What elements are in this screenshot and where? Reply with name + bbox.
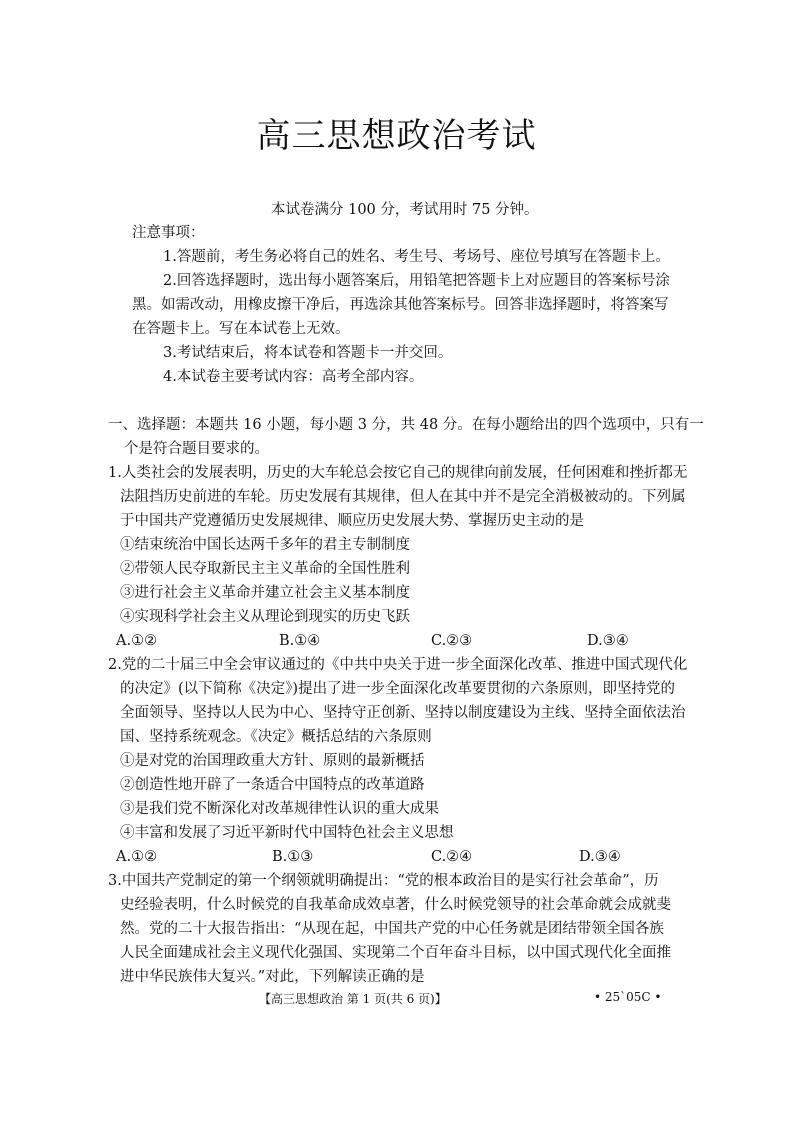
page-footer: 【高三思想政治 第 1 页(共 6 页)】 <box>259 992 447 1006</box>
notice-item: 1.答题前，考生务必将自己的姓名、考生号、考场号、座位号填写在答题卡上。 <box>163 249 670 265</box>
notice-heading: 注意事项： <box>132 225 205 241</box>
question-2-option-d: D.③④ <box>579 849 621 865</box>
question-1-stem: 法阻挡历史前进的车轮。历史发展有其规律，但人在其中并不是完全消极被动的。下列属 <box>120 489 686 505</box>
question-1-stem: 于中国共产党遵循历史发展规律、顺应历史发展大势、掌握历史主动的是 <box>120 513 584 529</box>
question-2-stem: 的决定》(以下简称《决定》)提出了进一步全面深化改革要贯彻的六条原则，即坚持党的 <box>120 681 676 697</box>
question-3-stem: 人民全面建成社会主义现代化强国、实现第二个百年奋斗目标，以中国式现代化全面推 <box>120 945 671 961</box>
notice-item: 2.回答选择题时，选出每小题答案后，用铅笔把答题卡上对应题目的答案标号涂 <box>163 273 670 289</box>
notice-item-cont: 在答题卡上。写在本试卷上无效。 <box>132 321 350 337</box>
question-3-stem: 3.中国共产党制定的第一个纲领就明确提出：“党的根本政治目的是实行社会革命”，历 <box>108 873 659 889</box>
question-1-option-b: B.①④ <box>279 633 321 649</box>
question-2-item: ③是我们党不断深化对改革规律性认识的重大成果 <box>120 801 439 817</box>
question-2-option-b: B.①③ <box>272 849 314 865</box>
question-1-stem: 1.人类社会的发展表明，历史的大车轮总会按它自己的规律向前发展，任何困难和挫折都无 <box>108 465 688 481</box>
intro-text: 本试卷满分 100 分，考试用时 75 分钟。 <box>271 202 539 218</box>
question-1-item: ①结束统治中国长达两千多年的君主专制制度 <box>120 537 410 553</box>
question-3-stem: 史经验表明，什么时候党的自我革命成效卓著，什么时候党领导的社会革命就会成就斐 <box>120 897 671 913</box>
question-2-item: ①是对党的治国理政重大方针、原则的最新概括 <box>120 753 425 769</box>
question-1-item: ④实现科学社会主义从理论到现实的历史飞跃 <box>120 609 410 625</box>
question-3-stem: 然。党的二十大报告指出：“从现在起，中国共产党的中心任务就是团结带领全国各族 <box>120 921 664 937</box>
question-2-item: ④丰富和发展了习近平新时代中国特色社会主义思想 <box>120 825 454 841</box>
notice-item: 4.本试卷主要考试内容：高考全部内容。 <box>163 369 424 385</box>
question-1-option-a: A.①② <box>116 633 158 649</box>
question-2-option-c: C.②④ <box>431 849 473 865</box>
paper-code: • 25`05C • <box>594 990 662 1004</box>
question-2-stem: 国、坚持系统观念。《决定》概括总结的六条原则 <box>120 729 432 745</box>
question-1-option-c: C.②③ <box>431 633 473 649</box>
question-1-item: ③进行社会主义革命并建立社会主义基本制度 <box>120 585 410 601</box>
question-3-stem: 进中华民族伟大复兴。”对此，下列解读正确的是 <box>120 969 425 985</box>
section-heading: 一、选择题：本题共 16 小题，每小题 3 分，共 48 分。在每小题给出的四个选项中，只有一 <box>108 417 704 433</box>
page-title: 高三思想政治考试 <box>256 116 537 156</box>
question-2-option-a: A.①② <box>116 849 158 865</box>
section-heading-cont: 个是符合题目要求的。 <box>124 441 269 457</box>
question-2-stem: 2.党的二十届三中全会审议通过的《中共中央关于进一步全面深化改革、推进中国式现代化 <box>108 657 688 673</box>
notice-item-cont: 黑。如需改动，用橡皮擦干净后，再选涂其他答案标号。回答非选择题时，将答案写 <box>132 297 669 313</box>
question-2-item: ②创造性地开辟了一条适合中国特点的改革道路 <box>120 777 425 793</box>
question-1-item: ②带领人民夺取新民主主义革命的全国性胜利 <box>120 561 410 577</box>
question-2-stem: 全面领导、坚持以人民为中心、坚持守正创新、坚持以制度建设为主线、坚持全面依法治 <box>120 705 686 721</box>
notice-item: 3.考试结束后，将本试卷和答题卡一并交回。 <box>163 345 453 361</box>
question-1-option-d: D.③④ <box>587 633 629 649</box>
